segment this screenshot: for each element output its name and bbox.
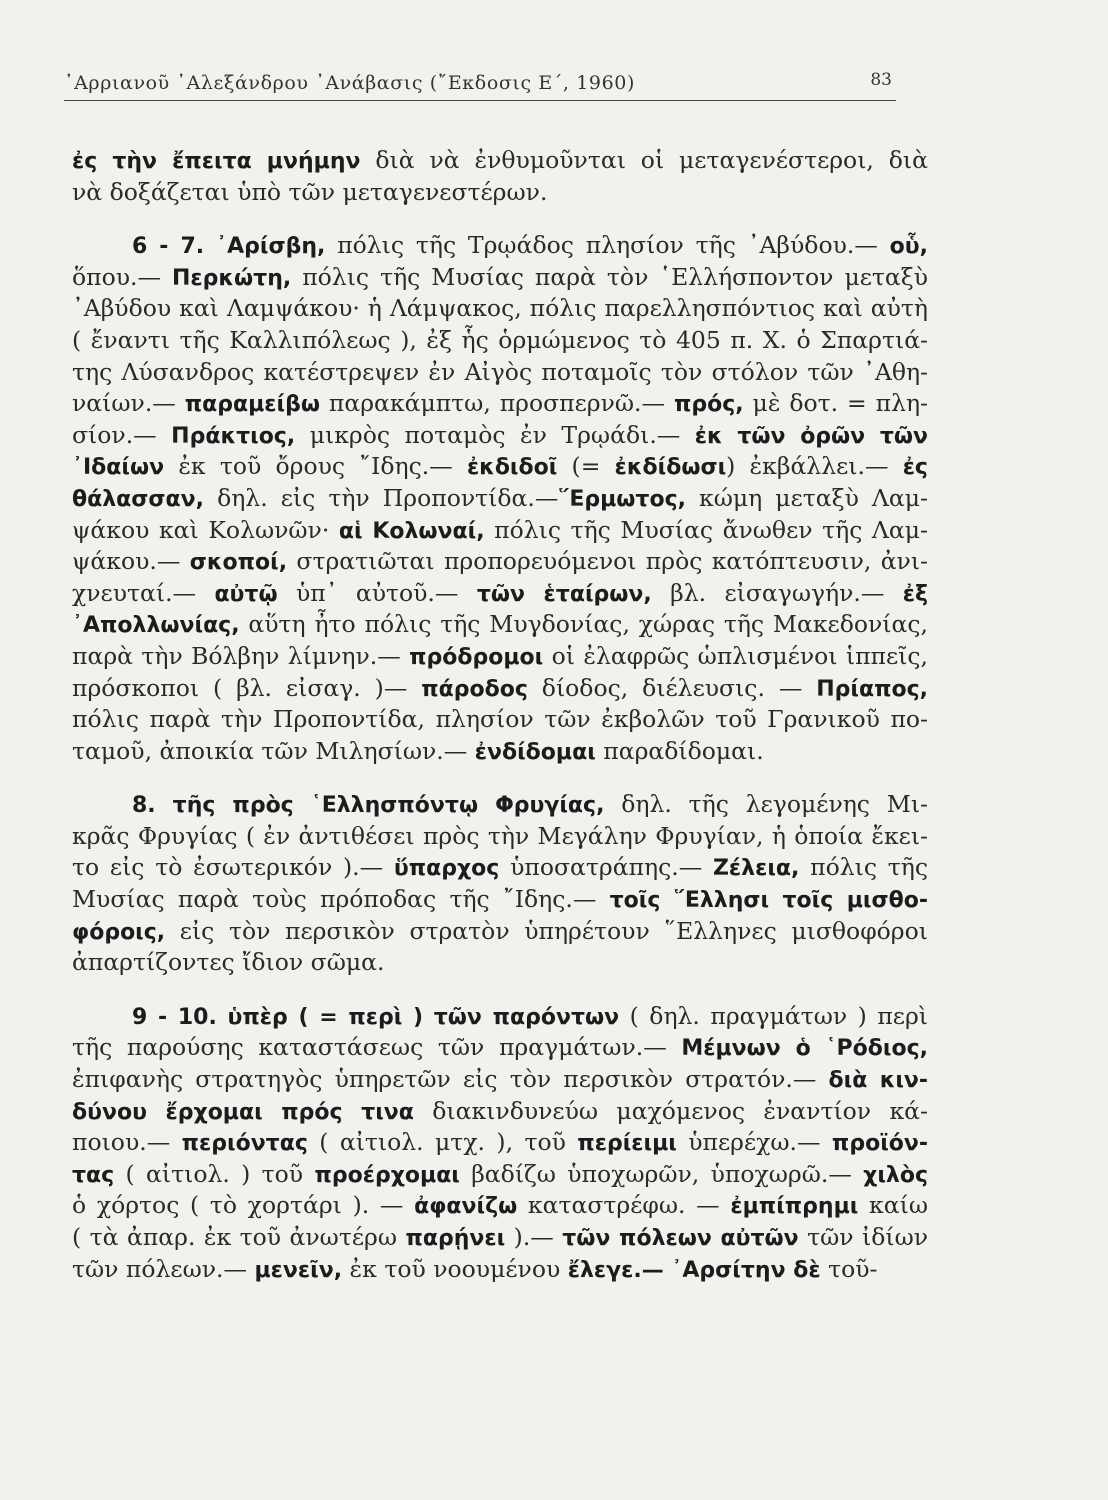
text-line	[72, 1127, 928, 1159]
gloss-text: ἀπαρτίζοντες ἴδιον σῶμα.	[72, 948, 385, 977]
lemma-term: φόροις,	[72, 919, 166, 945]
gloss-text: πόλις τῆς Τρῳάδος πλησίον τῆς ᾿Αβύδου.—	[325, 231, 890, 260]
gloss-text: Μυσίας παρὰ τοὺς πρόποδας τῆς ῎Ιδης.—	[72, 885, 610, 914]
lemma-term: 8. τῆς πρὸς ῾Ελλησπόντῳ Φρυγίας,	[132, 793, 605, 819]
gloss-text: ποιου.—	[72, 1128, 182, 1157]
lemma-term: περίειμι	[577, 1131, 677, 1157]
gloss-text: ὅπου.—	[72, 262, 172, 291]
lemma-term: Μέμνων ὁ ῾Ρόδιος,	[681, 1036, 928, 1062]
text-line	[72, 641, 928, 673]
lemma-term: Πρίαπος,	[816, 676, 928, 702]
gloss-text: ἐκ τοῦ νοουμένου	[342, 1254, 568, 1283]
gloss-text: ταμοῦ, ἀποικία τῶν Μιλησίων.—	[72, 736, 475, 765]
gloss-text: εἰς τὸν περσικὸν στρατὸν ὑπηρέτουν ῞Ελληνες μισθοφόροι	[165, 916, 928, 945]
gloss-text: δίοδος, διέλευσις. —	[527, 673, 817, 702]
gloss-text: ὑπ᾿ αὐτοῦ.—	[277, 578, 477, 607]
text-line	[72, 609, 928, 641]
gloss-text: κώμη μεταξὺ Λαμ-	[685, 483, 928, 512]
lemma-term: ἀφανίζω	[414, 1194, 518, 1220]
gloss-text: παρὰ τὴν Βόλβην λίμνην.—	[72, 641, 410, 670]
gloss-text: ( αἰτιολ. μτχ. ), τοῦ	[307, 1128, 578, 1157]
gloss-text: ὁ χόρτος ( τὸ χορτάρι ). —	[72, 1191, 415, 1220]
lemma-term: ἐς τὴν ἔπειτα μνήμην	[72, 149, 361, 174]
gloss-text: ὑποσατράπης.—	[499, 853, 713, 882]
text-line	[72, 357, 928, 389]
lemma-term: σκοποί,	[189, 550, 288, 576]
lemma-term: δύνου ἔρχομαι πρός τινα	[72, 1099, 414, 1125]
gloss-text: ἐκ τοῦ ὄρους ῎Ιδης.—	[164, 452, 467, 481]
lemma-term: μενεῖν,	[254, 1257, 343, 1283]
gloss-text: ( δηλ. πραγμάτων ) περὶ	[619, 1001, 928, 1030]
lemma-term: ᾿Ιδαίων	[72, 455, 165, 481]
text-line	[72, 145, 928, 177]
lemma-term: αὐτῷ	[214, 581, 278, 607]
text-line	[72, 546, 928, 578]
text-line	[72, 515, 928, 547]
header-title: ᾿Αρριανοῦ ᾿Αλεξάνδρου ᾿Ανάβασις (῎Εκδοσις Ε΄, 1960)	[64, 72, 635, 94]
lemma-term: ἐνδίδομαι	[474, 739, 596, 765]
gloss-text: ναίων.—	[72, 389, 185, 418]
lemma-term: πρόδρομοι	[409, 644, 544, 670]
gloss-text: μικρὸς ποταμὸς ἐν Τρῳάδι.—	[295, 420, 695, 449]
gloss-text: πόλις τῆς Μυσίας ἄνωθεν τῆς Λαμ-	[484, 515, 928, 544]
lemma-term: διὰ κιν-	[828, 1068, 928, 1094]
text-line	[72, 420, 928, 452]
gloss-text: νὰ δοξάζεται ὑπὸ τῶν μεταγενεστέρων.	[72, 177, 548, 206]
text-line	[72, 1032, 928, 1064]
gloss-text: χνευταί.—	[72, 578, 215, 607]
gloss-text: στρατιῶται προπορευόμενοι πρὸς κατόπτευσιν, ἀνι-	[287, 547, 928, 576]
lemma-term: ῞Ερμωτος,	[558, 486, 686, 512]
gloss-text: διὰ νὰ ἐνθυμοῦνται οἱ μεταγενέστεροι, διὰ	[360, 146, 928, 174]
text-line	[72, 578, 928, 610]
gloss-text: κρᾶς Φρυγίας ( ἐν ἀντιθέσει πρὸς τὴν Μεγάλην Φρυγίαν, ἡ ὁποία ἔκει-	[72, 821, 928, 850]
lemma-term: ἐκδιδοῖ	[466, 455, 558, 481]
lemma-term: Περκώτη,	[172, 265, 292, 291]
gloss-text: ) ἐκβάλλει.—	[726, 452, 903, 481]
lemma-term: παρῄνει	[405, 1226, 506, 1251]
lemma-term: τοῖς ῞Ελλησι τοῖς μισθο-	[609, 888, 928, 914]
gloss-text: πόλις τῆς	[799, 853, 928, 882]
text-line	[72, 1159, 928, 1191]
lemma-term: ἐμπίπρημι	[730, 1194, 859, 1220]
text-line	[72, 293, 928, 325]
gloss-text: της Λύσανδρος κατέστρεψεν ἐν Αἰγὸς ποταμοῖς τὸν στόλον τῶν ᾿Αθη-	[72, 357, 928, 386]
lemma-term: τῶν ἑταίρων,	[476, 581, 652, 607]
gloss-text: ὑπερέχω.—	[676, 1128, 832, 1157]
lemma-term: ὕπαρχος	[393, 856, 500, 882]
gloss-text: διακινδυνεύω μαχόμενος ἐναντίον κά-	[413, 1096, 928, 1125]
gloss-text: ψάκου καὶ Κολωνῶν·	[72, 515, 339, 544]
gloss-text: καίω	[858, 1191, 928, 1220]
gloss-text: βαδίζω ὑποχωρῶν, ὑποχωρῶ.—	[459, 1159, 864, 1188]
text-line	[72, 821, 928, 853]
text-line	[72, 1254, 928, 1286]
gloss-text: τοῦ-	[820, 1254, 878, 1283]
text-line	[72, 884, 928, 916]
text-line	[72, 673, 928, 705]
lemma-term: ἐς	[902, 455, 928, 481]
gloss-text: (=	[557, 452, 615, 481]
text-line	[72, 230, 928, 262]
gloss-text: ).—	[505, 1223, 563, 1251]
gloss-text: μὲ δοτ. = πλη-	[743, 389, 928, 418]
paragraph	[72, 789, 928, 979]
text-line	[72, 483, 928, 515]
lemma-term: προϊόν-	[831, 1131, 928, 1157]
gloss-text: πόλις τῆς Μυσίας παρὰ τὸν ῾Ελλήσποντον μεταξὺ	[291, 262, 928, 291]
text-line	[72, 388, 928, 420]
gloss-text: τῶν ἰδίων	[798, 1223, 928, 1251]
lemma-term: τῶν πόλεων αὐτῶν	[562, 1226, 799, 1251]
text-line	[72, 1096, 928, 1128]
lemma-term: Ζέλεια,	[712, 856, 800, 882]
lemma-term: πρός,	[673, 392, 744, 418]
lemma-term: ἐκδίδωσι	[614, 455, 727, 481]
lemma-term: 9 - 10. ὑπὲρ ( = περὶ ) τῶν παρόντων	[132, 1004, 620, 1030]
commentary-body	[72, 145, 928, 1307]
gloss-text: παραδίδομαι.	[595, 736, 764, 765]
lemma-term: ᾿Απολλωνίας,	[72, 613, 240, 639]
text-line	[72, 947, 928, 979]
text-line	[72, 262, 928, 294]
gloss-text: δηλ. τῆς λεγομένης Μι-	[604, 790, 928, 819]
gloss-text: ψάκου.—	[72, 547, 190, 576]
paragraph	[72, 1001, 928, 1285]
gloss-text: βλ. εἰσαγωγήν.—	[651, 578, 903, 607]
lemma-term: τας	[72, 1162, 115, 1188]
text-line	[72, 177, 928, 209]
gloss-text: σίον.—	[72, 420, 172, 449]
text-line	[72, 704, 928, 736]
gloss-text: τῶν πόλεων.—	[72, 1254, 255, 1283]
lemma-term: 6 - 7. ᾿Αρίσβη,	[132, 234, 326, 260]
lemma-term: περιόντας	[181, 1131, 308, 1157]
lemma-term: ἔλεγε.— ᾿Αρσίτην δὲ	[567, 1257, 821, 1283]
text-line	[72, 1190, 928, 1222]
paragraph	[72, 230, 928, 767]
lemma-term: αἱ Κολωναί,	[338, 518, 485, 544]
gloss-text: ᾿Αβύδου καὶ Λαμψάκου· ἡ Λάμψακος, πόλις παρελλησπόντιος καὶ αὐτὴ	[72, 294, 928, 323]
gloss-text: ( τὰ ἀπαρ. ἐκ τοῦ ἀνωτέρω	[72, 1223, 406, 1251]
gloss-text: αὕτη ἦτο πόλις τῆς Μυγδονίας, χώρας τῆς Μακεδονίας,	[239, 610, 928, 639]
lemma-term: ἐκ τῶν ὀρῶν τῶν	[694, 423, 928, 449]
gloss-text: δηλ. εἰς τὴν Προποντίδα.—	[204, 483, 559, 512]
lemma-term: παραμείβω	[184, 392, 320, 418]
lemma-term: οὗ,	[889, 234, 928, 260]
page-number: 83	[870, 70, 892, 90]
text-line	[72, 451, 928, 483]
gloss-text: ( αἰτιολ. ) τοῦ	[114, 1159, 315, 1188]
text-line	[72, 325, 928, 357]
text-line	[72, 1222, 928, 1254]
lemma-term: προέρχομαι	[314, 1162, 460, 1188]
gloss-text: τῆς παρούσης καταστάσεως τῶν πραγμάτων.—	[72, 1033, 682, 1062]
lemma-term: θάλασσαν,	[72, 486, 204, 512]
text-line	[72, 1001, 928, 1033]
gloss-text: πόλις παρὰ τὴν Προποντίδα, πλησίον τῶν ἐκβολῶν τοῦ Γρανικοῦ πο-	[72, 705, 928, 734]
paragraph	[72, 145, 928, 208]
gloss-text: ἐπιφανὴς στρατηγὸς ὑπηρετῶν εἰς τὸν περσικὸν στρατόν.—	[72, 1065, 829, 1094]
gloss-text: παρακάμπτω, προσπερνῶ.—	[319, 389, 674, 418]
gloss-text: το εἰς τὸ ἐσωτερικόν ).—	[72, 853, 394, 882]
gloss-text: καταστρέφω. —	[517, 1191, 731, 1220]
text-line	[72, 736, 928, 768]
text-line	[72, 916, 928, 948]
text-line	[72, 852, 928, 884]
text-line	[72, 1064, 928, 1096]
text-line	[72, 789, 928, 821]
lemma-term: Πράκτιος,	[171, 423, 296, 449]
lemma-term: ἐξ	[902, 581, 928, 607]
lemma-term: χιλὸς	[863, 1162, 928, 1188]
running-header	[64, 66, 896, 101]
gloss-text: οἱ ἐλαφρῶς ὡπλισμένοι ἱππεῖς,	[543, 641, 928, 670]
lemma-term: πάροδος	[421, 676, 528, 702]
gloss-text: ( ἔναντι τῆς Καλλιπόλεως ), ἐξ ἧς ὁρμώμενος τὸ 405 π. Χ. ὁ Σπαρτιά-	[72, 325, 928, 354]
gloss-text: πρόσκοποι ( βλ. εἰσαγ. )—	[72, 673, 422, 702]
